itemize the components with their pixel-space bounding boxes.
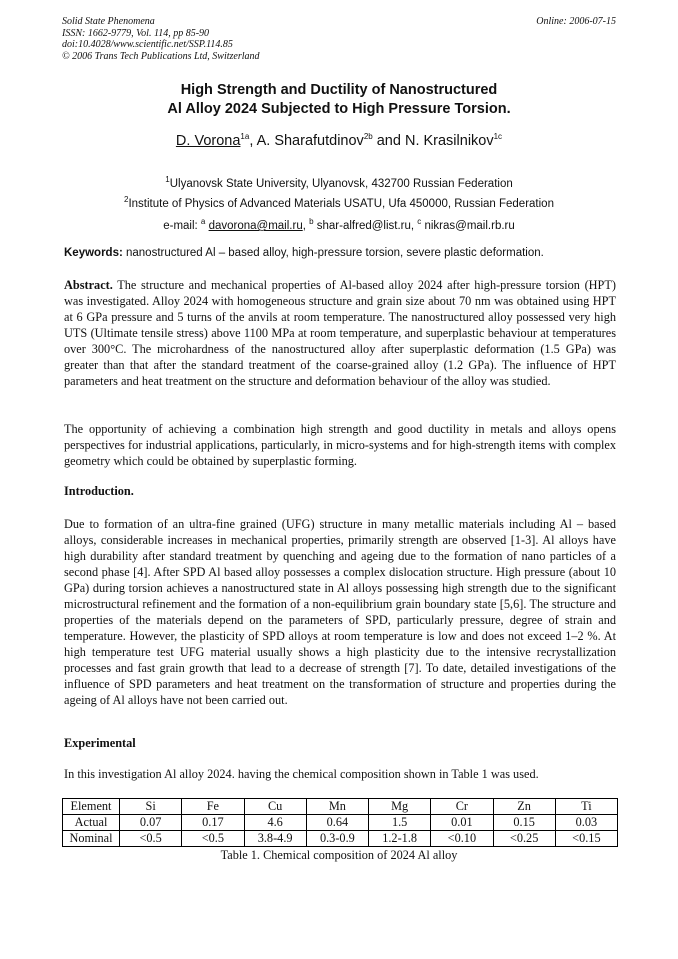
- table-header-cell: Mg: [369, 799, 431, 815]
- journal-doi: doi:10.4028/www.scientific.net/SSP.114.85: [62, 39, 233, 50]
- journal-issn: ISSN: 1662-9779, Vol. 114, pp 85-90: [62, 27, 210, 39]
- affiliation-1-sup: 1: [165, 175, 170, 184]
- journal-header: [62, 16, 260, 62]
- keywords: [64, 247, 616, 259]
- paper-title: [40, 81, 638, 119]
- table-cell: <0.15: [555, 831, 617, 847]
- paper-title-line-2: Al Alloy 2024 Subjected to High Pressure Torsion.: [167, 101, 511, 117]
- table-cell: <0.5: [120, 831, 182, 847]
- affiliation-2: [40, 192, 638, 212]
- affiliation-1: [40, 172, 638, 192]
- author-2: A. Sharafutdinov: [256, 132, 364, 149]
- journal-name: Solid State Phenomena: [62, 16, 155, 27]
- table-cell: Nominal: [63, 831, 120, 847]
- author-sep-2: and: [372, 132, 405, 149]
- table-header-row: [63, 799, 618, 815]
- paper-title-line-1: High Strength and Ductility of Nanostructured: [180, 82, 498, 98]
- table-cell: 3.8-4.9: [244, 831, 306, 847]
- author-1-sup: 1a: [240, 132, 250, 141]
- affiliation-2-sup: 2: [124, 194, 129, 204]
- email-c: nikras@mail.rb.ru: [424, 219, 515, 232]
- email-c-sup: c: [417, 217, 422, 226]
- email-sep-2: ,: [410, 219, 418, 232]
- table-cell: <0.10: [431, 831, 493, 847]
- table-header-cell: Si: [120, 799, 182, 815]
- author-3-sup: 1c: [493, 132, 503, 141]
- opportunity-paragraph: The opportunity of achieving a combination high strength and good ductility in metals and alloys opens perspectives for industrial applications, particularly, in micro-systems and for high-strength items with complex geometry which could be obtained by superplastic forming.: [64, 422, 616, 468]
- abstract-text: The structure and mechanical properties of Al-based alloy 2024 after high-pressure torsion (HPT) was investigated. Alloy 2024 with homogeneous structure and grain size about 70 nm was obtained using HPT at 6 GPa pressure and 5 turns of the anvils at room temperature. The nanostructured alloy possessed very high UTS (Ultimate tensile stress) above 1100 MPa at room temperature, and superplastic behaviour at temperatures over 300°C. The microhardness of the nanostructured alloy after superplastic deformation (1.5 GPa) was greater than that after the standard treatment of the coarse-grained alloy (1.2 GPa). The influence of HPT parameters and heat treatment on the structure and deformation behaviour of the alloy was studied.: [64, 278, 616, 388]
- email-line: [40, 217, 638, 232]
- table-header-cell: Cr: [431, 799, 493, 815]
- table-header-cell: Mn: [306, 799, 368, 815]
- experimental-heading: Experimental: [64, 736, 136, 750]
- table-cell: Actual: [63, 815, 120, 831]
- table-cell: 0.17: [182, 815, 244, 831]
- author-sep-1: ,: [249, 132, 257, 149]
- affiliation-1-text: Ulyanovsk State University, Ulyanovsk, 432700 Russian Federation: [169, 177, 513, 190]
- email-a-sup: a: [200, 217, 206, 226]
- table-cell: 0.64: [306, 815, 368, 831]
- affiliation-2-text: Institute of Physics of Advanced Materials USATU, Ufa 450000, Russian Federation: [128, 197, 554, 210]
- email-b-sup: b: [309, 217, 314, 226]
- table-cell: 4.6: [244, 815, 306, 831]
- table-header-cell: Ti: [555, 799, 617, 815]
- introduction-heading: Introduction.: [64, 484, 134, 498]
- email-sep-1: ,: [302, 219, 310, 232]
- table-header-cell: Zn: [493, 799, 555, 815]
- abstract: [64, 277, 616, 389]
- table-cell: <0.5: [182, 831, 244, 847]
- journal-copyright: © 2006 Trans Tech Publications Ltd, Switzerland: [62, 50, 260, 62]
- table-cell: 1.2-1.8: [369, 831, 431, 847]
- table-header-cell: Cu: [244, 799, 306, 815]
- online-date: Online: 2006-07-15: [536, 16, 616, 27]
- introduction-text: Due to formation of an ultra-fine grained (UFG) structure in many metallic materials including Al – based alloys, considerable increases in mechanical properties, primarily strength are observed [1-3]. Al alloys have high durability after standard treatment by quenching and ageing due to the formation of nano particles of a second phase [4]. After SPD Al based alloy possesses a complex dislocation structure. High pressure (about 10 GPa) during torsion achieves a nanostructured state in Al alloys possessing high strength due to the significant microstructural refinement and the formation of a non-equilibrium grain boundary state [5,6]. The structure and properties of the materials depend on the parameters of SPD, particularly pressure, degree of strain and temperature. However, the plasticity of SPD alloys at room temperature is low and does not exceed 1–2 %. At high temperature test UFG material usually shows a high plasticity due to the intensive recrystallization processes and fast grain growth that lead to a decrease of strength [7]. To date, detailed investigations of the influence of SPD parameters and heat treatment on the transformation of structure and properties during the ageing of Al alloys have not been carried out.: [64, 517, 616, 707]
- table-header-cell: Element: [63, 799, 120, 815]
- keywords-label: Keywords:: [64, 247, 123, 259]
- composition-table: [62, 798, 618, 847]
- keywords-text: nanostructured Al – based alloy, high-pressure torsion, severe plastic deformation.: [122, 247, 544, 259]
- table-cell: 0.3-0.9: [306, 831, 368, 847]
- affiliations: [40, 172, 638, 212]
- table-cell: 0.03: [555, 815, 617, 831]
- table-cell: 0.01: [431, 815, 493, 831]
- email-b: shar-alfred@list.ru: [316, 219, 411, 232]
- table-cell: 0.07: [120, 815, 182, 831]
- email-link-a[interactable]: davorona@mail.ru: [208, 219, 303, 232]
- table-row: [63, 831, 618, 847]
- author-3: N. Krasilnikov: [404, 132, 494, 149]
- author-list: [40, 132, 638, 149]
- experimental-text: In this investigation Al alloy 2024. having the chemical composition shown in Table 1 was used.: [64, 767, 539, 781]
- table-row: [63, 815, 618, 831]
- table-caption: Table 1. Chemical composition of 2024 Al alloy: [220, 848, 458, 862]
- email-prefix: e-mail:: [163, 219, 201, 232]
- table-cell: <0.25: [493, 831, 555, 847]
- author-2-sup: 2b: [363, 132, 373, 141]
- author-1: D. Vorona: [175, 132, 241, 149]
- table-cell: 1.5: [369, 815, 431, 831]
- abstract-label: Abstract.: [64, 278, 113, 292]
- table-cell: 0.15: [493, 815, 555, 831]
- table-header-cell: Fe: [182, 799, 244, 815]
